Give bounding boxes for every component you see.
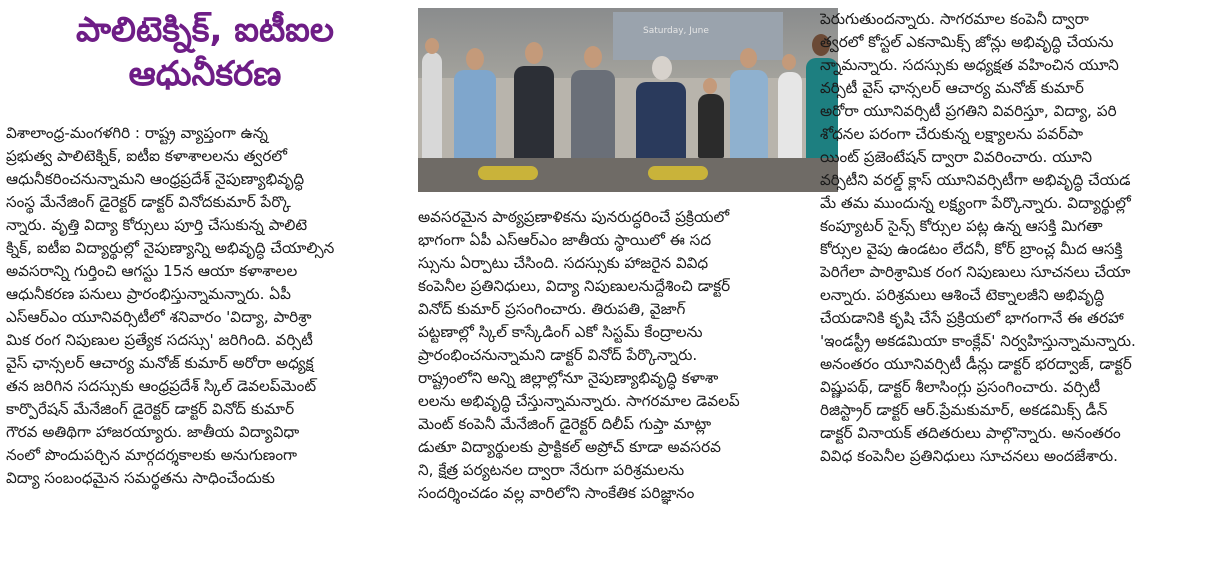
article-line: డుతూ విద్యార్థులకు ప్రాక్టికల్‌ అప్రోచ్‌ కూడా అవసరవ xyxy=(418,438,721,456)
article-line: వివిధ కంపెనీల ప్రతినిధులు సూచనలు అందజేశారు. xyxy=(820,447,1119,465)
photo-person-head xyxy=(525,42,543,64)
article-line: స్సును ఏర్పాటు చేసింది. సదస్సుకు హాజరైన వివిధ xyxy=(418,254,709,272)
photo-person-head xyxy=(782,54,796,70)
photo-person xyxy=(422,52,442,164)
headline-line-1: పాలిటెక్నిక్‌, ఐటీఐల xyxy=(75,10,335,50)
article-line: రాష్ట్రంలోని అన్ని జిల్లాల్లోనూ నైపుణ్యాభివృద్ధి కళాశా xyxy=(418,369,719,387)
article-line: ఎస్‌ఆర్‌ఎం యూనివర్సిటీలో శనివారం 'విద్యా, పారిశ్రా xyxy=(6,308,312,326)
article-line: మే తమ ముందున్న లక్ష్యంగా పేర్కొన్నారు. విద్యార్థుల్లో xyxy=(820,194,1131,212)
article-line: వర్సిటీ వైస్‌ ఛాన్సలర్‌ ఆచార్య మనోజ్‌ కుమార్‌ xyxy=(820,79,1084,97)
photo-person xyxy=(698,94,724,158)
photo-person-head xyxy=(466,48,484,70)
article-line: ప్రారంభించనున్నామని డాక్టర్‌ వినోద్‌ పేర్కొన్నారు. xyxy=(418,346,698,364)
article-line: న్నామన్నారు. సదస్సుకు అధ్యక్షత వహించిన యూని xyxy=(820,56,1119,74)
article-line: విశాలాంధ్ర-మంగళగిరి : రాష్ట్ర వ్యాప్తంగా ఉన్న xyxy=(6,124,268,142)
article-line: ప్రభుత్వ పాలిటెక్నిక్‌, ఐటీఐ కళాశాలలను త్వరలో xyxy=(6,147,287,165)
article-line: అనంతరం యూనివర్సిటీ డీన్లు డాక్టర్‌ భరద్వాజ్‌, డాక్టర్‌ xyxy=(820,355,1132,373)
headline-line-2: ఆధునీకరణ xyxy=(128,54,282,94)
headline xyxy=(0,8,410,96)
article-line: కంప్యూటర్‌ సైన్స్‌ కోర్సుల పట్ల ఉన్న ఆసక్తి మిగతా xyxy=(820,217,1103,235)
article-line: సందర్శించడం వల్ల వారిలోని సాంకేతిక పరిజ్ఞానం xyxy=(418,484,695,502)
photo-person-head xyxy=(584,46,602,68)
article-line: మిక రంగ నిపుణుల ప్రత్యేక సదస్సు' జరిగింది. వర్సిటీ xyxy=(6,331,313,349)
photo-person xyxy=(730,70,768,170)
article-line: వైస్‌ ఛాన్సలర్‌ ఆచార్య మనోజ్‌ కుమార్‌ అరోరా అధ్యక్ష xyxy=(6,354,314,372)
article-line: త్వరలో కోస్టల్‌ ఎకనామిక్స్‌ జోన్లు అభివృద్ధి చేయను xyxy=(820,33,1114,51)
article-line: చేయడానికి కృషి చేసే ప్రక్రియలో భాగంగానే ఈ తరహా xyxy=(820,309,1124,327)
article-line: పెరిగేలా పారిశ్రామిక రంగ నిపుణులు సూచనలు చేయా xyxy=(820,263,1131,281)
article-line: మెంట్‌ కంపెనీ మేనేజింగ్‌ డైరెక్టర్‌ దిలీప్‌ గుప్తా మాట్లా xyxy=(418,415,712,433)
article-line: శోధనల పరంగా చేరుకున్న లక్ష్యాలను పవర్‌పా xyxy=(820,125,1084,143)
article-line: పెరుగుతుందన్నారు. సాగరమాల కంపెనీ ద్వారా xyxy=(820,10,1089,28)
article-line: వర్సిటీని వరల్డ్‌ క్లాస్‌ యూనివర్సిటీగా అభివృద్ధి చేయడ xyxy=(820,171,1131,189)
article-line: పట్టణాల్లో స్కిల్‌ కాస్కేడింగ్‌ ఎకో సిస్టమ్‌ కేంద్రాలను xyxy=(418,323,703,341)
article-line: యింట్‌ ప్రజెంటేషన్‌ ద్వారా వివరించారు. యూని xyxy=(820,148,1093,166)
article-line: లన్నారు. పరిశ్రమలు ఆశించే టెక్నాలజీని అభివృద్ధి xyxy=(820,286,1105,304)
photo-person-head xyxy=(425,38,439,54)
article-line: అరోరా యూనివర్సిటీ ప్రగతిని వివరిస్తూ, విద్యా, పరి xyxy=(820,102,1117,120)
article-line: ఆధునీకరించనున్నామని ఆంధ్రప్రదేశ్‌ నైపుణ్యాభివృద్ధి xyxy=(6,170,305,188)
article-line: అవసరాన్ని గుర్తించి ఆగస్టు 15న ఆయా కళాశాలల xyxy=(6,262,298,280)
article-line: గౌరవ అతిథిగా హాజరయ్యారు. జాతీయ విద్యావిధా xyxy=(6,423,300,441)
article-line: 'ఇండస్ట్రీ అకడమియా కాంక్లేవ్‌' నిర్వహిస్తున్నామన్నారు. xyxy=(820,332,1136,350)
photo-person-head xyxy=(703,78,717,94)
article-line: రిజిస్ట్రార్‌ డాక్టర్‌ ఆర్‌.ప్రేమకుమార్‌, అకడమిక్స్‌ డీన్‌ xyxy=(820,401,1108,419)
article-line: డాక్టర్‌ వినాయక్‌ తదితరులు పాల్గొన్నారు. అనంతరం xyxy=(820,424,1121,442)
article-line: విద్యా సంబంధమైన సమర్థతను సాధించేందుకు xyxy=(6,469,275,487)
article-column-2 xyxy=(418,206,814,505)
photo-flowers xyxy=(478,166,538,180)
event-photo xyxy=(418,8,838,192)
photo-flowers xyxy=(648,166,708,180)
article-line: విష్ణుపథ్‌, డాక్టర్‌ శీలాసింగ్లు ప్రసంగించారు. వర్సిటీ xyxy=(820,378,1101,396)
photo-person xyxy=(778,72,802,164)
article-line: కంపెనీల ప్రతినిధులు, విద్యా నిపుణులనుద్దేశించి డాక్టర్‌ xyxy=(418,277,731,295)
article-line: ఆధునీకరణ పనులు ప్రారంభిస్తున్నామన్నారు. ఏపీ xyxy=(6,285,291,303)
photo-person-head xyxy=(652,56,672,80)
photo-person xyxy=(454,70,496,166)
article-line: సంస్థ మేనేజింగ్‌ డైరెక్టర్‌ డాక్టర్‌ వినోదకుమార్‌ పేర్కొ xyxy=(6,193,291,211)
article-line: భాగంగా ఏపీ ఎస్‌ఆర్‌ఎం జాతీయ స్థాయిలో ఈ సద xyxy=(418,231,712,249)
article-line: న్నారు. వృత్తి విద్యా కోర్సులు పూర్తి చేసుకున్న పాలిటె xyxy=(6,216,308,234)
article-line: నంలో పొందుపర్చిన మార్గదర్శకాలకు అనుగుణంగా xyxy=(6,446,298,464)
photo-screen-text: Saturday, June xyxy=(643,26,709,36)
article-line: వినోద్‌ కుమార్‌ ప్రసంగించారు. తిరుపతి, వైజాగ్‌ xyxy=(418,300,686,318)
article-line: ని, క్షేత్ర పర్యటనల ద్వారా నేరుగా పరిశ్రమలను xyxy=(418,461,685,479)
article-line: క్నిక్‌, ఐటీఐ విద్యార్థుల్లో నైపుణ్యాన్ని అభివృద్ధి చేయాల్సిన xyxy=(6,239,335,257)
article-line: లలను అభివృద్ధి చేస్తున్నామన్నారు. సాగరమాల డెవలప్‌ xyxy=(418,392,740,410)
photo-person-head xyxy=(740,48,757,68)
article-line: అవసరమైన పాఠ్యప్రణాళికను పునరుద్ధరించే ప్రక్రియలో xyxy=(418,208,730,226)
article-column-1 xyxy=(6,122,406,490)
article-column-3 xyxy=(820,8,1215,468)
photo-projection-screen xyxy=(613,12,783,60)
article-line: తన జరిగిన సదస్సుకు ఆంధ్రప్రదేశ్‌ స్కిల్‌ డెవలప్‌మెంట్‌ xyxy=(6,377,317,395)
article-line: కార్పొరేషన్‌ మేనేజింగ్‌ డైరెక్టర్‌ డాక్టర్‌ వినోద్‌ కుమార్‌ xyxy=(6,400,295,418)
article-line: కోర్సుల వైపు ఉండటం లేదనీ, కోర్‌ బ్రాంచ్ల మీద ఆసక్తి xyxy=(820,240,1123,258)
